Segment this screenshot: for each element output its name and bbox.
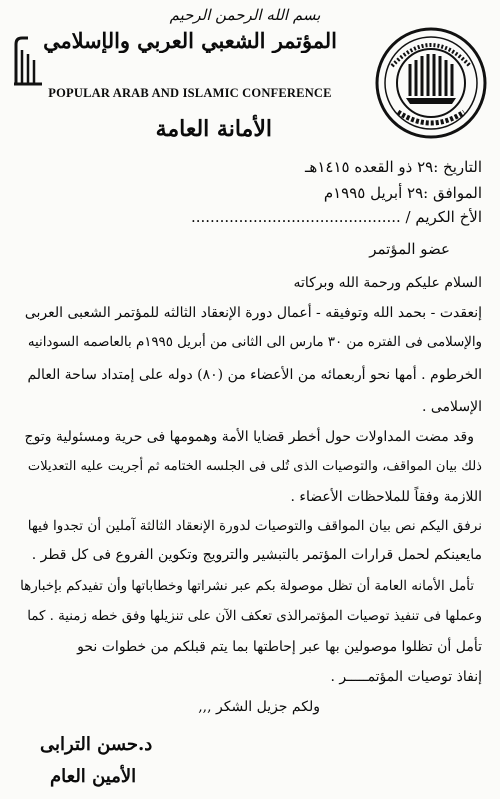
paragraph-4-line-4: إنفاذ توصيات المؤتمـــــر .: [330, 669, 482, 685]
basmala: بسم الله الرحمن الرحيم: [169, 6, 321, 24]
paragraph-4-line-3: تأمل أن تظلوا موصولين بها عبر إحاطتها بما يتم قبلكم من خطوات نحو: [77, 639, 482, 655]
recipient-line: الأخ الكريم / ............................................: [190, 208, 482, 226]
paragraph-2-line-3: اللازمة وفقاً للملاحظات الأعضاء .: [290, 489, 482, 505]
paragraph-1-line-3: الخرطوم . أمها نحو أربعمائه من الأعضاء من (٨٠) دوله على إمتداد ساحة العالم: [27, 367, 482, 383]
date-gregorian: الموافق :٢٩ أبريل ١٩٩٥م: [323, 184, 482, 202]
paragraph-1-line-2: والإسلامى فى الفتره من ٣٠ مارس الى الثانى من أبريل ١٩٩٥م بالعاصمه السودانيه: [27, 335, 482, 350]
signatory-name: د.حسن الترابى: [40, 734, 153, 755]
org-name-arabic: المؤتمر الشعبي العربي والإسلامي: [43, 28, 337, 53]
greeting: السلام عليكم ورحمة الله وبركاته: [293, 275, 482, 291]
paragraph-1-line-4: الإسلامى .: [421, 399, 482, 415]
paragraph-3-line-1: نرفق اليكم نص بيان المواقف والتوصيات لدورة الإنعقاد الثالثة آملين أن تجدوا فيها: [27, 518, 482, 534]
recipient-title: عضو المؤتمر: [369, 240, 450, 258]
paragraph-4-line-1: تأمل الأمانه العامة أن تظل موصولة بكم عبر نشراتها وخطاباتها وأن تفيدكم بإخبارها: [20, 579, 474, 594]
closing-thanks: ولكم جزيل الشكر ,,,: [198, 699, 320, 715]
signatory-title: الأمين العام: [50, 766, 137, 787]
date-hijri: التاريخ :٢٩ ذو القعده ١٤١٥هـ: [305, 158, 482, 176]
general-secretariat-heading: الأمانة العامة: [155, 116, 272, 142]
paragraph-2-line-1: وقد مضت المداولات حول أخطر قضايا الأمة وهمومها فى حرية ومسئولية وتوج: [24, 429, 474, 445]
paragraph-3-line-2: مايعينكم لحمل قرارات المؤتمر بالتبشير والترويج وتكوين الفروع فى كل قطر .: [31, 547, 482, 563]
paragraph-2-line-2: ذلك بيان المواقف، والتوصيات الذى تُلى فى الجلسه الختامه ثم أجريت عليه التعديلات: [27, 459, 482, 474]
paragraph-1-line-1: إنعقدت - بحمد الله وتوفيقه - أعمال دورة الإنعقاد الثالثه للمؤتمر الشعبى العربى: [24, 305, 482, 321]
paragraph-4-line-2: وعملها فى تنفيذ توصيات المؤتمرالذى تعكف الآن على تنزيلها وفق خطه زمنية . كما: [27, 609, 482, 624]
org-name-english: POPULAR ARAB AND ISLAMIC CONFERENCE: [48, 86, 332, 100]
conference-seal-logo: [374, 26, 488, 140]
